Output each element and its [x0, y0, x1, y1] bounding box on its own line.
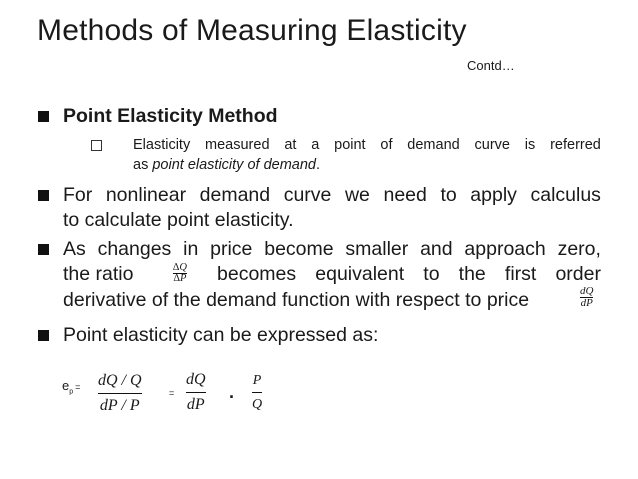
- elasticity-symbol: $e_p=$: [62, 378, 81, 396]
- formula-fraction-2: [186, 370, 206, 415]
- formula-fraction-2-numerator: dQ: [186, 371, 206, 388]
- bullet-icon: [38, 190, 49, 201]
- bullet-icon: [38, 330, 49, 341]
- bullet-nonlinear-line-2: to calculate point elasticity.: [63, 209, 294, 231]
- sub-bullet-icon: [91, 140, 102, 151]
- formula-fraction-2-denominator: dP: [186, 396, 205, 413]
- formula-fraction-3: [252, 371, 262, 414]
- bullet-price-change-line-1: As changes in price become smaller and approach zero,: [63, 238, 601, 260]
- formula-equals: =: [169, 388, 175, 398]
- sub-bullet-line-1: Elasticity measured at a point of demand curve is referred: [133, 137, 601, 153]
- bullet-icon: [38, 111, 49, 122]
- formula-fraction-1-numerator: dQ / Q: [98, 372, 142, 389]
- formula-fraction-3-denominator: Q: [252, 397, 263, 412]
- formula-fraction-1-denominator: dP / P: [99, 397, 140, 414]
- ratio-numerator: ∆Q: [173, 262, 188, 273]
- sub-bullet-line-2: as point elasticity of demand.: [133, 157, 320, 173]
- bullet-price-change-ratio-label: the ratio: [63, 263, 134, 285]
- slide-subtitle: Contd…: [467, 58, 515, 73]
- bullet-icon: [38, 244, 49, 255]
- bullet-point-elasticity-method: Point Elasticity Method: [63, 105, 278, 127]
- bullet-nonlinear-line-1: For nonlinear demand curve we need to apply calculus: [63, 184, 601, 206]
- formula-multiply-dot: .: [229, 382, 235, 402]
- fraction-bar: [252, 392, 262, 393]
- fraction-bar: [98, 393, 142, 394]
- formula-fraction-1: [98, 371, 142, 416]
- derivative-denominator: dP: [580, 297, 593, 309]
- bullet-price-change-line-2: becomes equivalent to the first order: [217, 263, 601, 285]
- ratio-denominator: ∆P: [173, 273, 187, 284]
- fraction-bar: [186, 392, 206, 393]
- formula-fraction-3-numerator: P: [252, 373, 262, 388]
- bullet-expressed-as: Point elasticity can be expressed as:: [63, 324, 379, 346]
- derivative-numerator: dQ: [580, 285, 594, 297]
- ratio-fraction: [173, 263, 187, 284]
- slide-title: Methods of Measuring Elasticity: [37, 14, 467, 47]
- derivative-fraction: [580, 286, 593, 309]
- bullet-price-change-line-3: derivative of the demand function with respect to price: [63, 289, 530, 311]
